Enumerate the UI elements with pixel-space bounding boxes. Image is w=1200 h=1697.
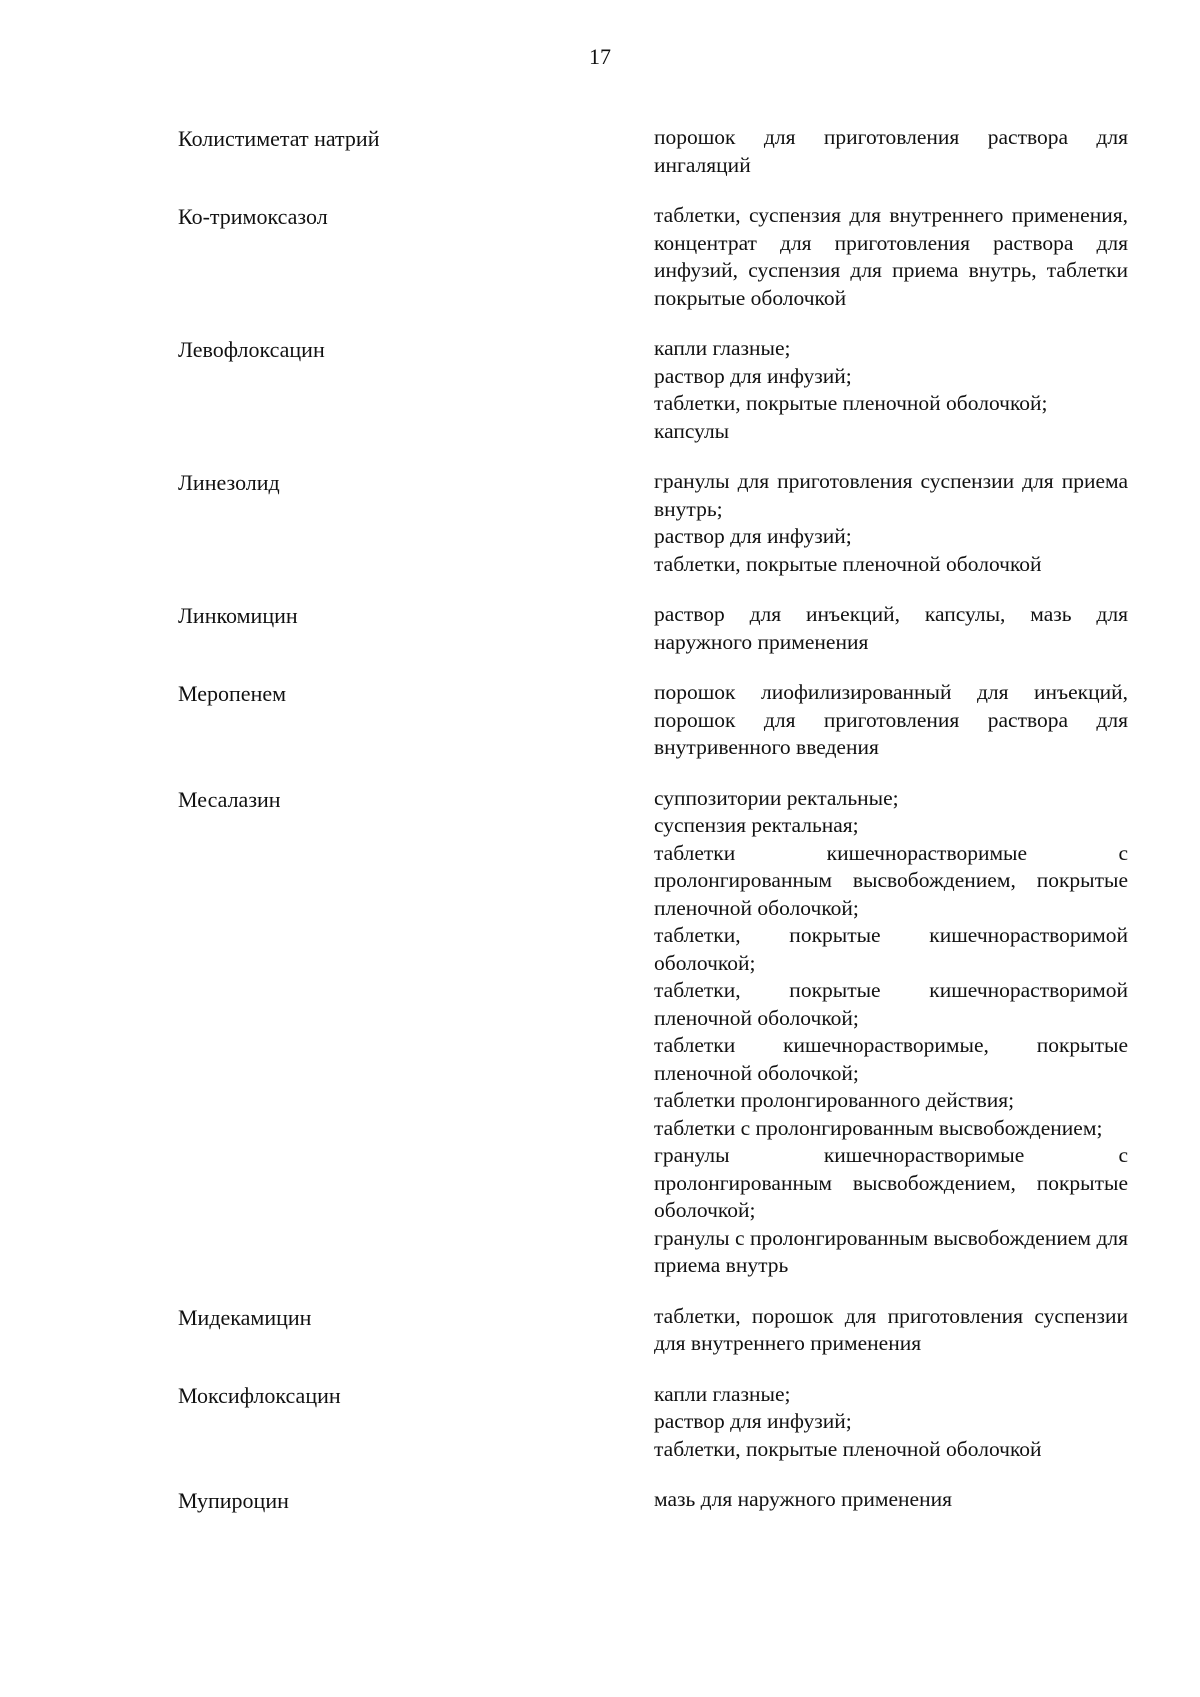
dosage-forms <box>654 1486 1128 1515</box>
drug-entry <box>178 785 1128 1280</box>
dosage-form-item: гранулы с пролонгированным высвобождением для приема внутрь <box>654 1225 1128 1277</box>
drug-name: Линкомицин <box>178 603 298 628</box>
drug-entry <box>178 601 1128 656</box>
dosage-form-item: таблетки, покрытые кишечнорастворимой пленочной оболочкой; <box>654 978 1128 1030</box>
page-number: 17 <box>589 44 611 69</box>
dosage-form-item: капли глазные; <box>654 336 791 360</box>
dosage-forms <box>654 1303 1128 1358</box>
drug-name: Линезолид <box>178 470 280 495</box>
drug-name: Моксифлоксацин <box>178 1382 341 1408</box>
dosage-form-item: капли глазные; <box>654 1381 791 1406</box>
drug-name: Меропенем <box>178 681 287 706</box>
dosage-forms <box>654 601 1128 656</box>
drug-entry <box>178 335 1128 445</box>
dosage-form-item: таблетки, суспензия для внутреннего применения, концентрат для приготовления раствора для инфузий, суспензия для приема внутрь, таблетки покрытые оболочкой <box>654 203 1128 310</box>
dosage-forms <box>654 1381 1128 1464</box>
drug-entry <box>178 468 1128 578</box>
dosage-form-item: таблетки, покрытые пленочной оболочкой; <box>654 391 1048 415</box>
dosage-form-item: таблетки, покрытые пленочной оболочкой <box>654 551 1042 576</box>
dosage-form-item: таблетки с пролонгированным высвобождением; <box>654 1115 1103 1140</box>
dosage-form-item: раствор для инфузий; <box>654 363 852 388</box>
drug-name: Левофлоксацин <box>178 337 325 362</box>
dosage-form-item: гранулы кишечнорастворимые с пролонгированным высвобождением, покрытые оболочкой; <box>654 1143 1128 1222</box>
dosage-forms <box>654 202 1128 312</box>
drug-name: Месалазин <box>178 786 281 812</box>
dosage-form-item: раствор для инъекций, капсулы, мазь для наружного применения <box>654 602 1128 654</box>
dosage-form-item: гранулы для приготовления суспензии для приема внутрь; <box>654 469 1128 521</box>
drug-name: Мупироцин <box>178 1488 289 1513</box>
dosage-form-item: таблетки кишечнорастворимые, покрытые пленочной оболочкой; <box>654 1033 1128 1085</box>
dosage-forms <box>654 679 1128 762</box>
drug-name: Мидекамицин <box>178 1304 312 1330</box>
drug-name: Колистиметат натрий <box>178 126 380 151</box>
dosage-form-item: таблетки, покрытые пленочной оболочкой <box>654 1436 1042 1461</box>
dosage-form-item: капсулы <box>654 418 730 443</box>
dosage-forms <box>654 785 1128 1280</box>
dosage-form-item: таблетки пролонгированного действия; <box>654 1088 1015 1112</box>
dosage-form-item: порошок лиофилизированный для инъекций, порошок для приготовления раствора для внутривенного введения <box>654 680 1128 759</box>
dosage-form-item: суппозитории ректальные; <box>654 785 899 810</box>
drug-entry <box>178 1486 1128 1515</box>
dosage-forms <box>654 468 1128 578</box>
dosage-form-item: таблетки, покрытые кишечнорастворимой оболочкой; <box>654 923 1128 975</box>
dosage-form-item: таблетки кишечнорастворимые с пролонгированным высвобождением, покрытые пленочной оболочкой; <box>654 840 1128 920</box>
dosage-form-item: суспензия ректальная; <box>654 813 859 837</box>
dosage-forms <box>654 335 1128 445</box>
drug-name: Ко-тримоксазол <box>178 204 328 229</box>
drug-entry <box>178 124 1128 179</box>
dosage-form-item: таблетки, порошок для приготовления суспензии для внутреннего применения <box>654 1303 1128 1355</box>
drug-entry <box>178 1303 1128 1358</box>
dosage-form-item: порошок для приготовления раствора для ингаляций <box>654 125 1128 177</box>
dosage-forms <box>654 124 1128 179</box>
drug-list <box>178 124 1128 1538</box>
dosage-form-item: раствор для инфузий; <box>654 1409 852 1433</box>
dosage-form-item: мазь для наружного применения <box>654 1487 952 1511</box>
dosage-form-item: раствор для инфузий; <box>654 524 852 548</box>
drug-entry <box>178 679 1128 762</box>
drug-entry <box>178 202 1128 312</box>
drug-entry <box>178 1381 1128 1464</box>
